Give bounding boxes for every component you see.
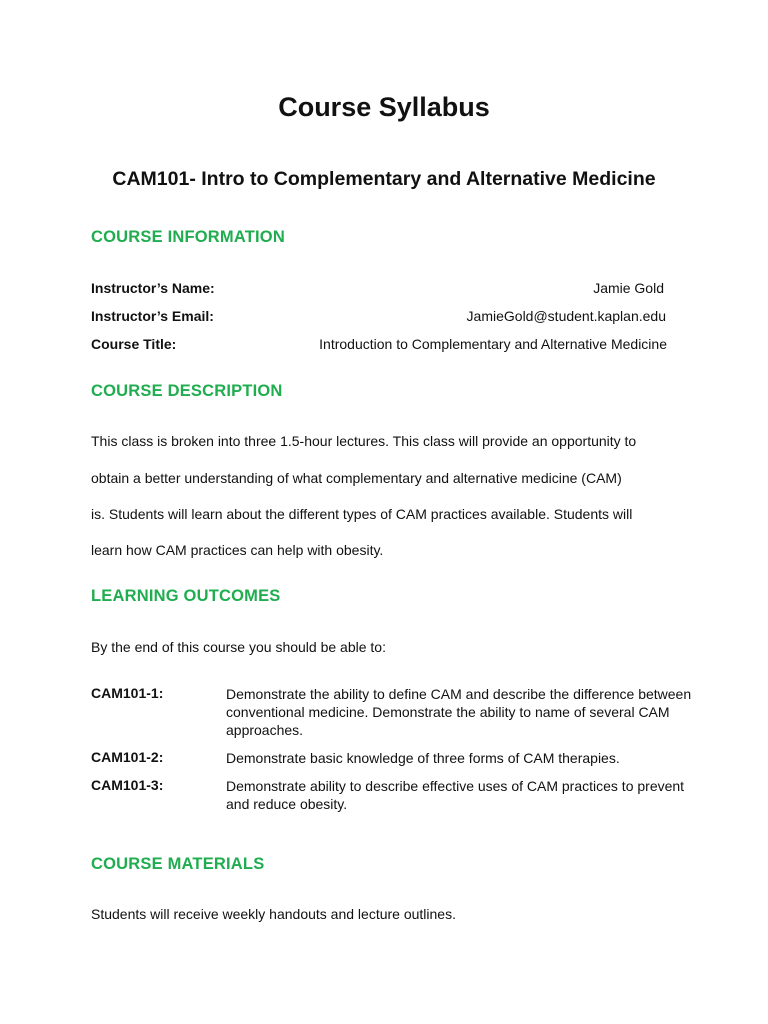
description-line: learn how CAM practices can help with obesity. [91,542,384,558]
instructor-email-label: Instructor’s Email: [91,308,214,324]
outcome-code: CAM101-2: [91,749,164,765]
course-information-heading: COURSE INFORMATION [91,228,285,246]
outcome-text: Demonstrate ability to describe effective uses of CAM practices to prevent and reduce obesity. [226,778,685,812]
description-line: is. Students will learn about the different types of CAM practices available. Students will [91,506,633,522]
instructor-email-value: JamieGold@student.kaplan.edu [466,308,666,324]
course-subtitle: CAM101- Intro to Complementary and Alternative Medicine [112,168,656,190]
course-materials-heading: COURSE MATERIALS [91,855,265,873]
course-materials-text: Students will receive weekly handouts and lecture outlines. [91,906,456,922]
outcome-text: Demonstrate basic knowledge of three forms of CAM therapies. [226,750,620,766]
outcome-code: CAM101-3: [91,777,164,793]
learning-outcomes-heading: LEARNING OUTCOMES [91,587,281,605]
instructor-name-value: Jamie Gold [593,280,664,296]
description-line: obtain a better understanding of what complementary and alternative medicine (CAM) [91,470,622,486]
description-line: This class is broken into three 1.5-hour lectures. This class will provide an opportunity to [91,433,637,449]
outcome-code: CAM101-1: [91,685,164,701]
outcome-text: Demonstrate the ability to define CAM and describe the difference between conventional medicine. Demonstrate the ability to name of several CAM approaches. [226,686,692,738]
course-title-value: Introduction to Complementary and Alternative Medicine [319,336,667,352]
instructor-name-label: Instructor’s Name: [91,280,215,296]
course-description-heading: COURSE DESCRIPTION [91,382,283,400]
course-title-label: Course Title: [91,336,177,352]
learning-outcomes-intro: By the end of this course you should be able to: [91,639,386,655]
page-title: Course Syllabus [278,92,490,122]
